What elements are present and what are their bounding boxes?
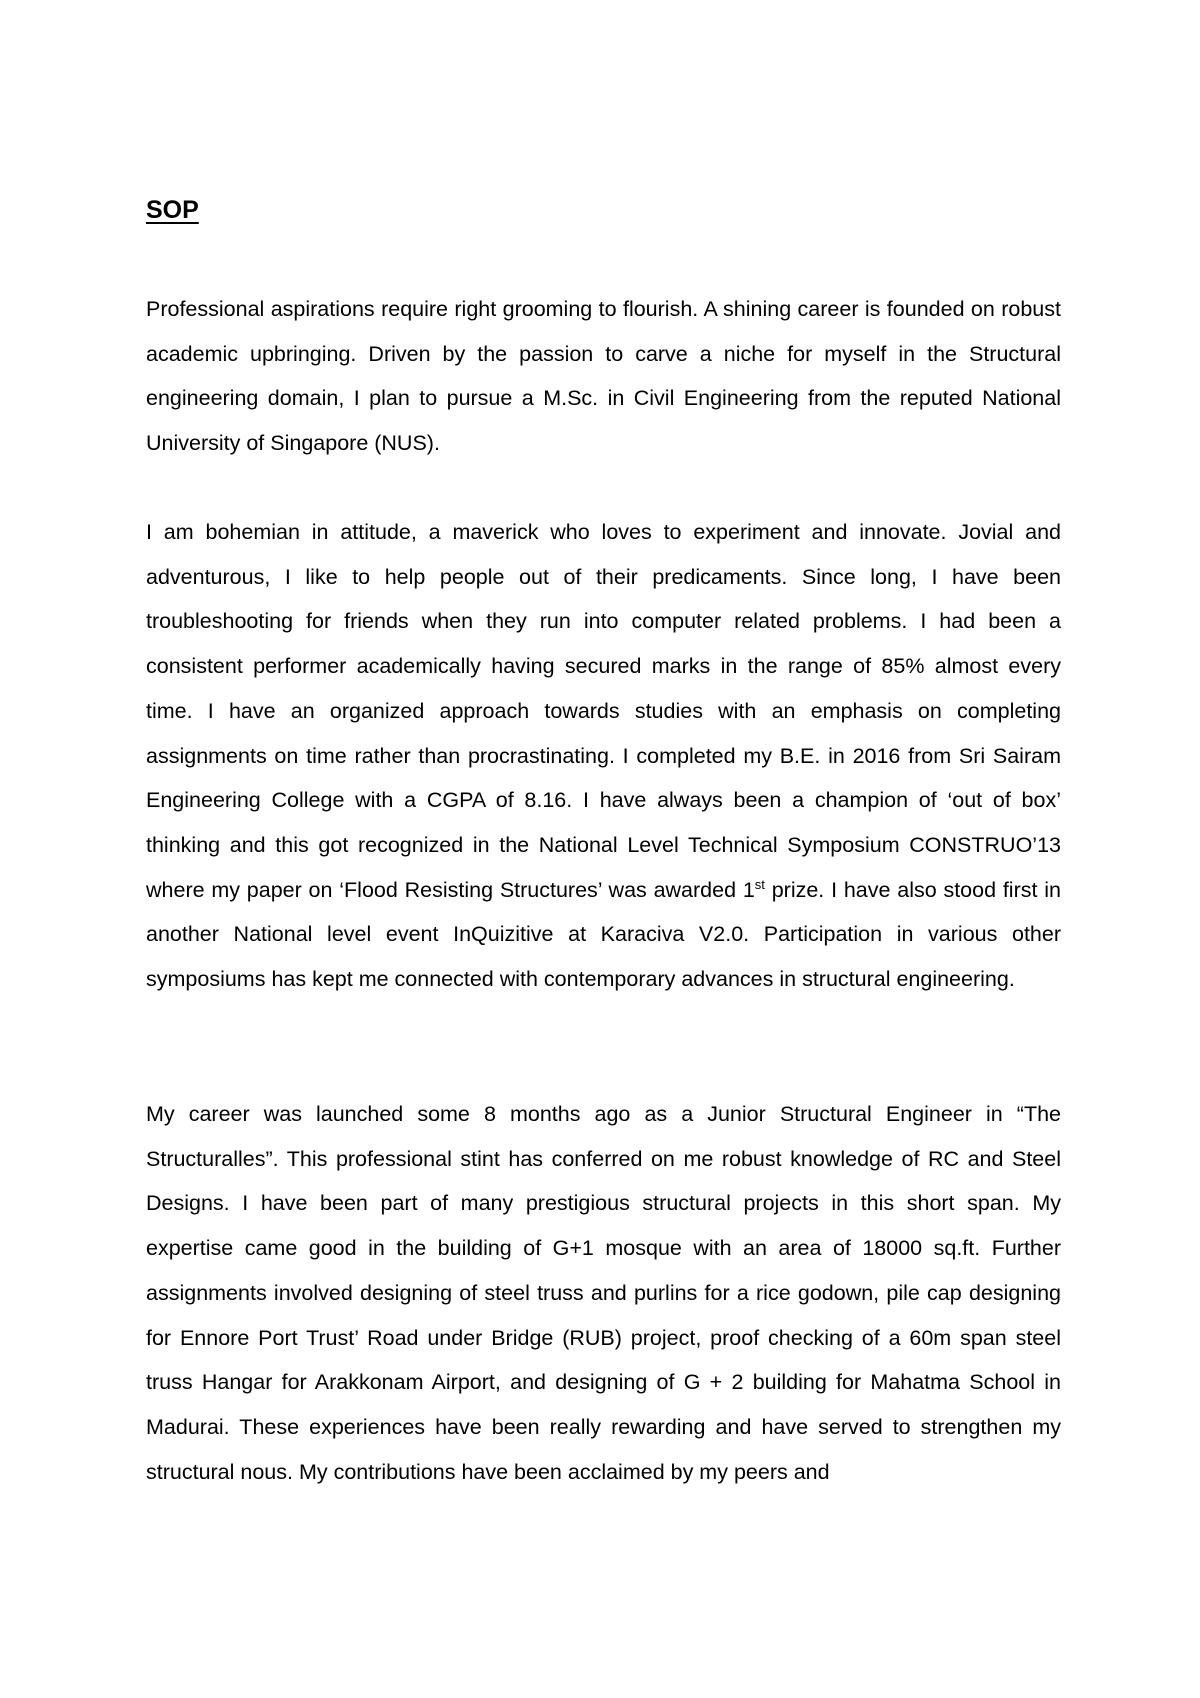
paragraph-text-before-superscript: I am bohemian in attitude, a maverick who loves to experiment and innovate. Jovial and adventurous, I like to help people out of their predicaments. Since long, I have been troubleshooting for friends when they run into computer related problems. I had been a consistent performer academically having secured marks in the range of 85% almost every time. I have an organized approach towards studies with an emphasis on completing assignments on time rather than procrastinating. I completed my B.E. in 2016 from Sri Sairam Engineering College with a CGPA of 8.16. I have always been a champion of ‘out of box’ thinking and this got recognized in the National Level Technical Symposium CONSTRUO’13 where my paper on ‘Flood Resisting Structures’ was awarded 1 <box>146 520 1061 902</box>
paragraph-career-text: My career was launched some 8 months ago as a Junior Structural Engineer in “The Structuralles”. This professional stint has conferred on me robust knowledge of RC and Steel Designs. I have been part of many prestigious structural projects in this short span. My expertise came good in the building of G+1 mosque with an area of 18000 sq.ft. Further assignments involved designing of steel truss and purlins for a rice godown, pile cap designing for Ennore Port Trust’ Road under Bridge (RUB) project, proof checking of a 60m span steel truss Hangar for Arakkonam Airport, and designing of G + 2 building for Mahatma School in Madurai. These experiences have been really rewarding and have served to strengthen my structural nous. My contributions have been acclaimed by my peers and <box>146 1102 1061 1484</box>
paragraph-professional-aspirations: Professional aspirations require right grooming to flourish. A shining career is founded on robust academic upbringing. Driven by the passion to carve a niche for myself in the Structural engineering domain, I plan to pursue a M.Sc. in Civil Engineering from the reputed National University of Singapore (NUS). <box>146 297 1061 456</box>
paragraph-personal-and-academics <box>146 510 1061 1002</box>
document-title: SOP <box>146 196 199 224</box>
paragraph-text-after-superscript: prize. I have also stood first in another National level event InQuizitive at Karaciva V2.0. Participation in various other symposiums has kept me connected with contemporary advances in structural engineering. <box>146 877 1061 992</box>
ordinal-superscript: st <box>754 876 765 892</box>
paragraph-career <box>146 1092 1061 1538</box>
